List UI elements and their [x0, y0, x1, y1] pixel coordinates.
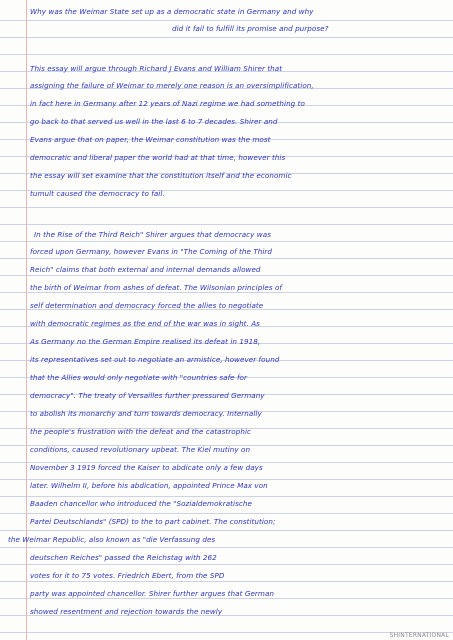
paragraph-2-line-12: the people's frustration with the defeat and the catastrophic: [30, 427, 252, 436]
paragraph-1-line-3: in fact here in Germany after 12 years of Nazi regime we had something to: [30, 99, 305, 108]
watermark-text: SHINTERNATIONAL: [389, 632, 449, 639]
paragraph-1-line-1: This essay will argue through Richard J Evans and William Shirer that: [30, 64, 283, 73]
paragraph-2-line-1: In the Rise of the Third Reich" Shirer argues that democracy was: [34, 230, 271, 239]
paragraph-2-line-14: November 3 1919 forced the Kaiser to abdicate only a few days: [30, 463, 263, 472]
paragraph-2-line-10: democracy". The treaty of Versailles further pressured Germany: [30, 391, 265, 400]
paragraph-2-line-20: votes for it to 75 votes. Friedrich Ebert, from the SPD: [30, 571, 225, 580]
paragraph-2-line-6: with democratic regimes as the end of the war was in sight. As: [30, 319, 260, 328]
paragraph-2-line-7: As Germany no the German Empire realised its defeat in 1918,: [30, 337, 261, 346]
essay-title-line-2: did it fail to fulfill its promise and purpose?: [172, 24, 329, 33]
paragraph-1-line-4: go back to that served us well in the last 6 to 7 decades. Shirer and: [30, 117, 278, 126]
paragraph-2-line-8: its representatives set out to negotiate an armistice, however found: [30, 355, 280, 364]
paragraph-1-line-6: democratic and liberal paper the world had at that time, however this: [30, 153, 286, 162]
paragraph-2-line-15: later. Wilhelm II, before his abdication, appointed Prince Max von: [30, 481, 268, 490]
paragraph-1-line-5: Evans argue that on paper, the Weimar constitution was the most: [30, 135, 271, 144]
paragraph-2-line-17: Partei Deutschlands" (SPD) to the to part cabinet. The constitution;: [30, 517, 276, 526]
paragraph-1-line-2: assigning the failure of Weimar to merely one reason is an oversimplification,: [30, 81, 314, 90]
paragraph-2-line-11: to abolish its monarchy and turn towards democracy. Internally: [30, 409, 262, 418]
paragraph-2-line-4: the birth of Weimar from ashes of defeat. The Wilsonian principles of: [30, 283, 283, 292]
paragraph-2-line-21: party was appointed chancellor. Shirer further argues that German: [30, 589, 275, 598]
paragraph-2-line-2: forced upon Germany, however Evans in "The Coming of the Third: [30, 247, 273, 256]
paragraph-2-line-13: conditions, caused revolutionary upbeat. The Kiel mutiny on: [30, 445, 251, 454]
essay-title-line-1: Why was the Weimar State set up as a democratic state in Germany and why: [30, 7, 314, 16]
paragraph-2-line-16: Baaden chancellor who introduced the "Sozialdemokratische: [30, 499, 252, 508]
paragraph-2-line-3: Reich" claims that both external and internal demands allowed: [30, 265, 261, 274]
paragraph-1-line-7: the essay will set examine that the constitution itself and the economic: [30, 171, 292, 180]
paragraph-2-line-18: the Weimar Republic, also known as "die Verfassung des: [8, 535, 216, 544]
paragraph-2-line-5: self determination and democracy forced the allies to negotiate: [30, 301, 264, 310]
paragraph-1-line-8: tumult caused the democracy to fail.: [30, 189, 165, 198]
paragraph-2-line-9: that the Allies would only negotiate with "countries safe for: [30, 373, 248, 382]
paragraph-2-line-19: deutschen Reiches" passed the Reichstag with 262: [30, 553, 217, 562]
paragraph-2-line-22: showed resentment and rejection towards the newly: [30, 607, 223, 616]
